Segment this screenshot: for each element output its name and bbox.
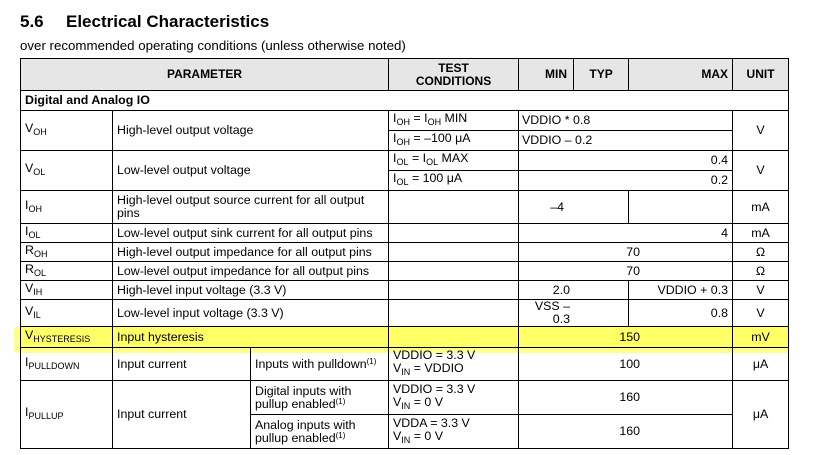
desc-vih: High-level input voltage (3.3 V) [113, 281, 389, 300]
unit-ioh: mA [733, 191, 789, 224]
group-row [21, 91, 789, 111]
desc-ipulldown: Input current [113, 348, 251, 381]
value-ipullup-typ-2: 160 [519, 415, 733, 449]
desc-vhysteresis: Input hysteresis [113, 327, 389, 348]
test-ipullup-2: VDDA = 3.3 V $V_{IN} = 0$ V [389, 415, 519, 449]
symbol-ipullup: $I_{PULLUP}$ [21, 381, 113, 449]
table-row-rol [21, 262, 789, 281]
cond-iol [389, 224, 519, 243]
table-row-vhysteresis [21, 327, 789, 348]
cond-vol-1: $I_{OL} = I_{OL}$ MAX [389, 151, 519, 171]
cond-vhysteresis [389, 327, 519, 348]
cond-ioh [389, 191, 519, 224]
symbol-vhysteresis: $V_{HYSTERESIS}$ [21, 327, 113, 348]
value-roh-typ: 70 [519, 243, 733, 262]
desc-rol: Low-level output impedance for all output pins [113, 262, 389, 281]
cond-vih [389, 281, 519, 300]
value-vih-max: VDDIO + 0.3 [629, 281, 733, 300]
unit-vhysteresis: mV [733, 327, 789, 348]
desc-vol: Low-level output voltage [113, 151, 389, 191]
desc-roh: High-level output impedance for all output pins [113, 243, 389, 262]
table-row-ipullup [21, 381, 789, 415]
symbol-vol: $V_{OL}$ [21, 151, 113, 191]
value-vhysteresis-typ: 150 [519, 327, 733, 348]
value-rol-typ: 70 [519, 262, 733, 281]
unit-roh: Ω [733, 243, 789, 262]
header-max: MAX [629, 59, 733, 91]
cond-ipullup-2: Analog inputs with pullup enabled$^{(1)}$ [251, 415, 389, 449]
section-title: Electrical Characteristics [66, 12, 270, 31]
symbol-rol: $R_{OL}$ [21, 262, 113, 281]
unit-iol: mA [733, 224, 789, 243]
value-ipulldown-typ: 100 [519, 348, 733, 381]
unit-vih: V [733, 281, 789, 300]
desc-voh: High-level output voltage [113, 111, 389, 151]
header-test-conditions [389, 59, 519, 91]
section-number: 5.6 [20, 12, 44, 31]
test-ipulldown: VDDIO = 3.3 V $V_{IN}$ = VDDIO [389, 348, 519, 381]
unit-ipullup: μA [733, 381, 789, 449]
test-ipullup-1: VDDIO = 3.3 V $V_{IN} = 0$ V [389, 381, 519, 415]
unit-vil: V [733, 300, 789, 327]
header-row [21, 59, 789, 91]
symbol-iol: $I_{OL}$ [21, 224, 113, 243]
symbol-voh: $V_{OH}$ [21, 111, 113, 151]
unit-ipulldown: μA [733, 348, 789, 381]
symbol-roh: $R_{OH}$ [21, 243, 113, 262]
header-typ: TYP [574, 59, 629, 91]
cond-roh [389, 243, 519, 262]
value-iol-max: 4 [519, 224, 733, 243]
cond-vil [389, 300, 519, 327]
value-vil-min: VSS – 0.3 [519, 300, 629, 327]
cond-vol-2: $I_{OL} = 100$ μA [389, 171, 519, 191]
header-test-line2: CONDITIONS [415, 73, 492, 88]
cond-voh-1: $I_{OH} = I_{OH}$ MIN [389, 111, 519, 131]
header-min: MIN [519, 59, 574, 91]
cond-voh-2: $I_{OH} = -100$ μA [389, 131, 519, 151]
table-row-ipulldown [21, 348, 789, 381]
symbol-ioh: $I_{OH}$ [21, 191, 113, 224]
symbol-vil: $V_{IL}$ [21, 300, 113, 327]
desc-iol: Low-level output sink current for all output pins [113, 224, 389, 243]
symbol-ipulldown: $I_{PULLDOWN}$ [21, 348, 113, 381]
electrical-characteristics-table [20, 58, 789, 449]
cond-rol [389, 262, 519, 281]
value-vih-min: 2.0 [519, 281, 629, 300]
desc-ioh: High-level output source current for all output pins [113, 191, 389, 224]
unit-rol: Ω [733, 262, 789, 281]
table-row-vil [21, 300, 789, 327]
value-vol-max-2: 0.2 [519, 171, 733, 191]
group-label: Digital and Analog IO [21, 91, 789, 111]
symbol-vih: $V_{IH}$ [21, 281, 113, 300]
value-ioh-max [629, 191, 733, 224]
value-vol-max-1: 0.4 [519, 151, 733, 171]
cond-ipulldown: Inputs with pulldown$^{(1)}$ [251, 348, 389, 381]
desc-vil: Low-level input voltage (3.3 V) [113, 300, 389, 327]
unit-vol: V [733, 151, 789, 191]
desc-ipullup: Input current [113, 381, 251, 449]
header-unit: UNIT [733, 59, 789, 91]
table-subtitle: over recommended operating conditions (unless otherwise noted) [20, 38, 406, 53]
value-voh-min-2: VDDIO – 0.2 [519, 131, 733, 151]
table-row-iol [21, 224, 789, 243]
value-ipullup-typ-1: 160 [519, 381, 733, 415]
header-test-line1: TEST [438, 60, 469, 75]
cond-ipullup-1: Digital inputs with pullup enabled$^{(1)}$ [251, 381, 389, 415]
unit-voh: V [733, 111, 789, 151]
table-row-vol [21, 151, 789, 171]
table-row-voh [21, 111, 789, 131]
section-heading [20, 12, 269, 32]
header-parameter: PARAMETER [21, 59, 389, 91]
table-row-ioh [21, 191, 789, 224]
table-row-vih [21, 281, 789, 300]
value-vil-max: 0.8 [629, 300, 733, 327]
value-ioh-min: –4 [519, 191, 629, 224]
value-voh-min-1: VDDIO * 0.8 [519, 111, 733, 131]
table-row-roh [21, 243, 789, 262]
